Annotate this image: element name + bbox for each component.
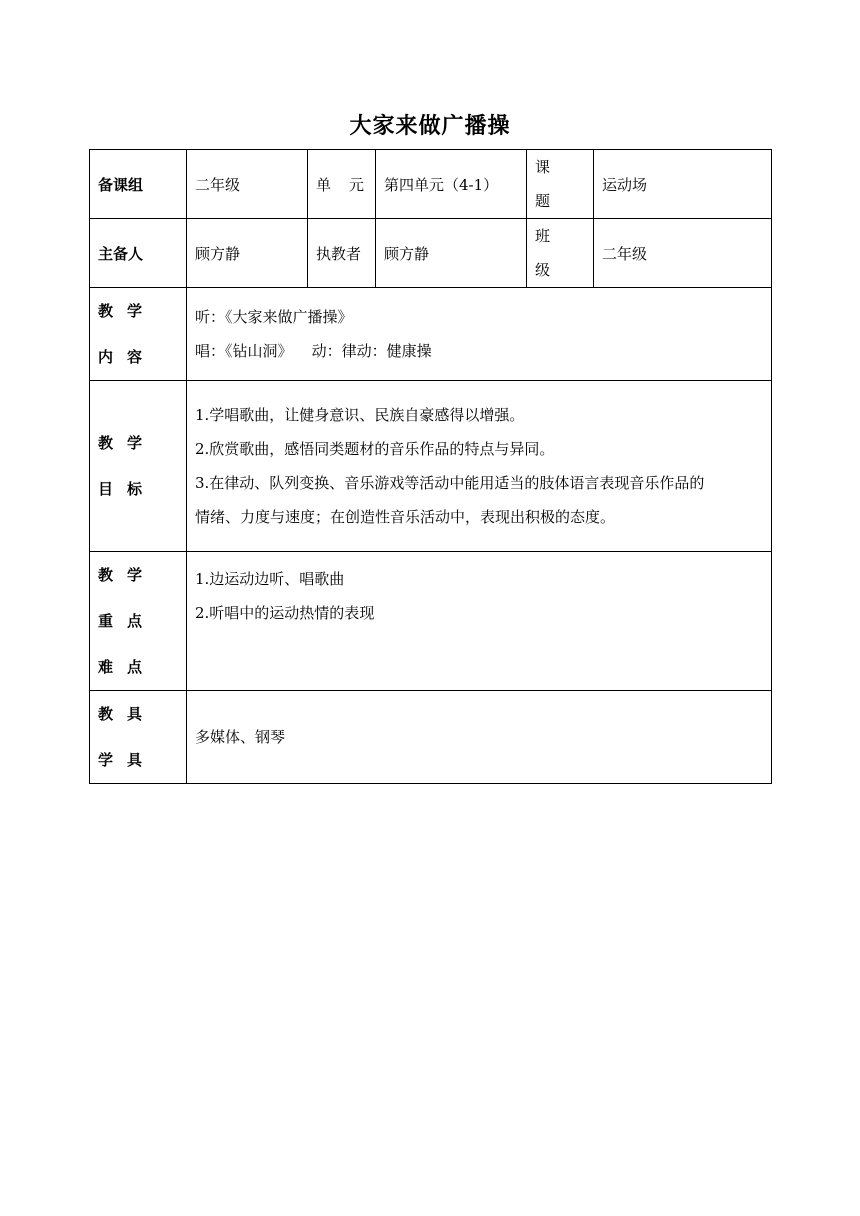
content-text [187, 288, 772, 381]
tools-row [90, 691, 772, 784]
tools-text [187, 691, 772, 784]
topic-label-char-2: 题 [535, 192, 551, 210]
tools-line-1: 多媒体、钢琴 [195, 728, 286, 746]
lesson-plan-table [89, 149, 772, 784]
goals-line-3: 3.在律动、队列变换、音乐游戏等活动中能用适当的肢体语言表现音乐作品的 [195, 474, 705, 492]
goals-row [90, 381, 772, 552]
key-points-line-2: 2.听唱中的运动热情的表现 [195, 604, 375, 622]
content-label-line-1: 教学 [98, 302, 157, 320]
goals-label-line-1: 教学 [98, 434, 157, 452]
info-row-lead-preparer [90, 219, 772, 288]
unit-label: 单元 [308, 150, 376, 219]
class-value: 二年级 [594, 219, 772, 288]
content-line-1: 听：《大家来做广播操》 [195, 308, 353, 326]
goals-label-line-2: 目标 [98, 480, 157, 498]
tools-label [90, 691, 187, 784]
key-points-line-1: 1.边运动边听、唱歌曲 [195, 570, 345, 588]
class-label-char-1: 班 [535, 227, 551, 245]
content-label [90, 288, 187, 381]
key-points-label-line-3: 难点 [98, 658, 157, 676]
prep-group-label: 备课组 [90, 150, 187, 219]
prep-group-value: 二年级 [187, 150, 308, 219]
key-points-text [187, 552, 772, 691]
lead-preparer-label: 主备人 [90, 219, 187, 288]
key-points-label [90, 552, 187, 691]
class-label-char-2: 级 [535, 261, 551, 279]
teacher-label: 执教者 [308, 219, 376, 288]
topic-label [527, 150, 594, 219]
goals-text [187, 381, 772, 552]
class-label [527, 219, 594, 288]
topic-label-char-1: 课 [535, 158, 551, 176]
content-line-2: 唱：《钻山洞》 动：律动：健康操 [195, 342, 432, 360]
goals-line-1: 1.学唱歌曲，让健身意识、民族自豪感得以增强。 [195, 406, 525, 424]
page-title: 大家来做广播操 [349, 114, 511, 139]
tools-label-line-2: 学具 [98, 751, 157, 769]
key-points-label-line-2: 重点 [98, 612, 157, 630]
tools-label-line-1: 教具 [98, 705, 157, 723]
goals-label [90, 381, 187, 552]
key-points-label-line-1: 教学 [98, 566, 157, 584]
teacher-value: 顾方静 [376, 219, 527, 288]
info-row-prep-group [90, 150, 772, 219]
goals-line-2: 2.欣赏歌曲，感悟同类题材的音乐作品的特点与异同。 [195, 440, 555, 458]
key-points-row [90, 552, 772, 691]
lead-preparer-value: 顾方静 [187, 219, 308, 288]
content-row [90, 288, 772, 381]
content-label-line-2: 内容 [98, 348, 157, 366]
unit-value: 第四单元（4-1） [376, 150, 527, 219]
goals-line-4: 情绪、力度与速度；在创造性音乐活动中，表现出积极的态度。 [195, 508, 616, 526]
topic-value: 运动场 [594, 150, 772, 219]
